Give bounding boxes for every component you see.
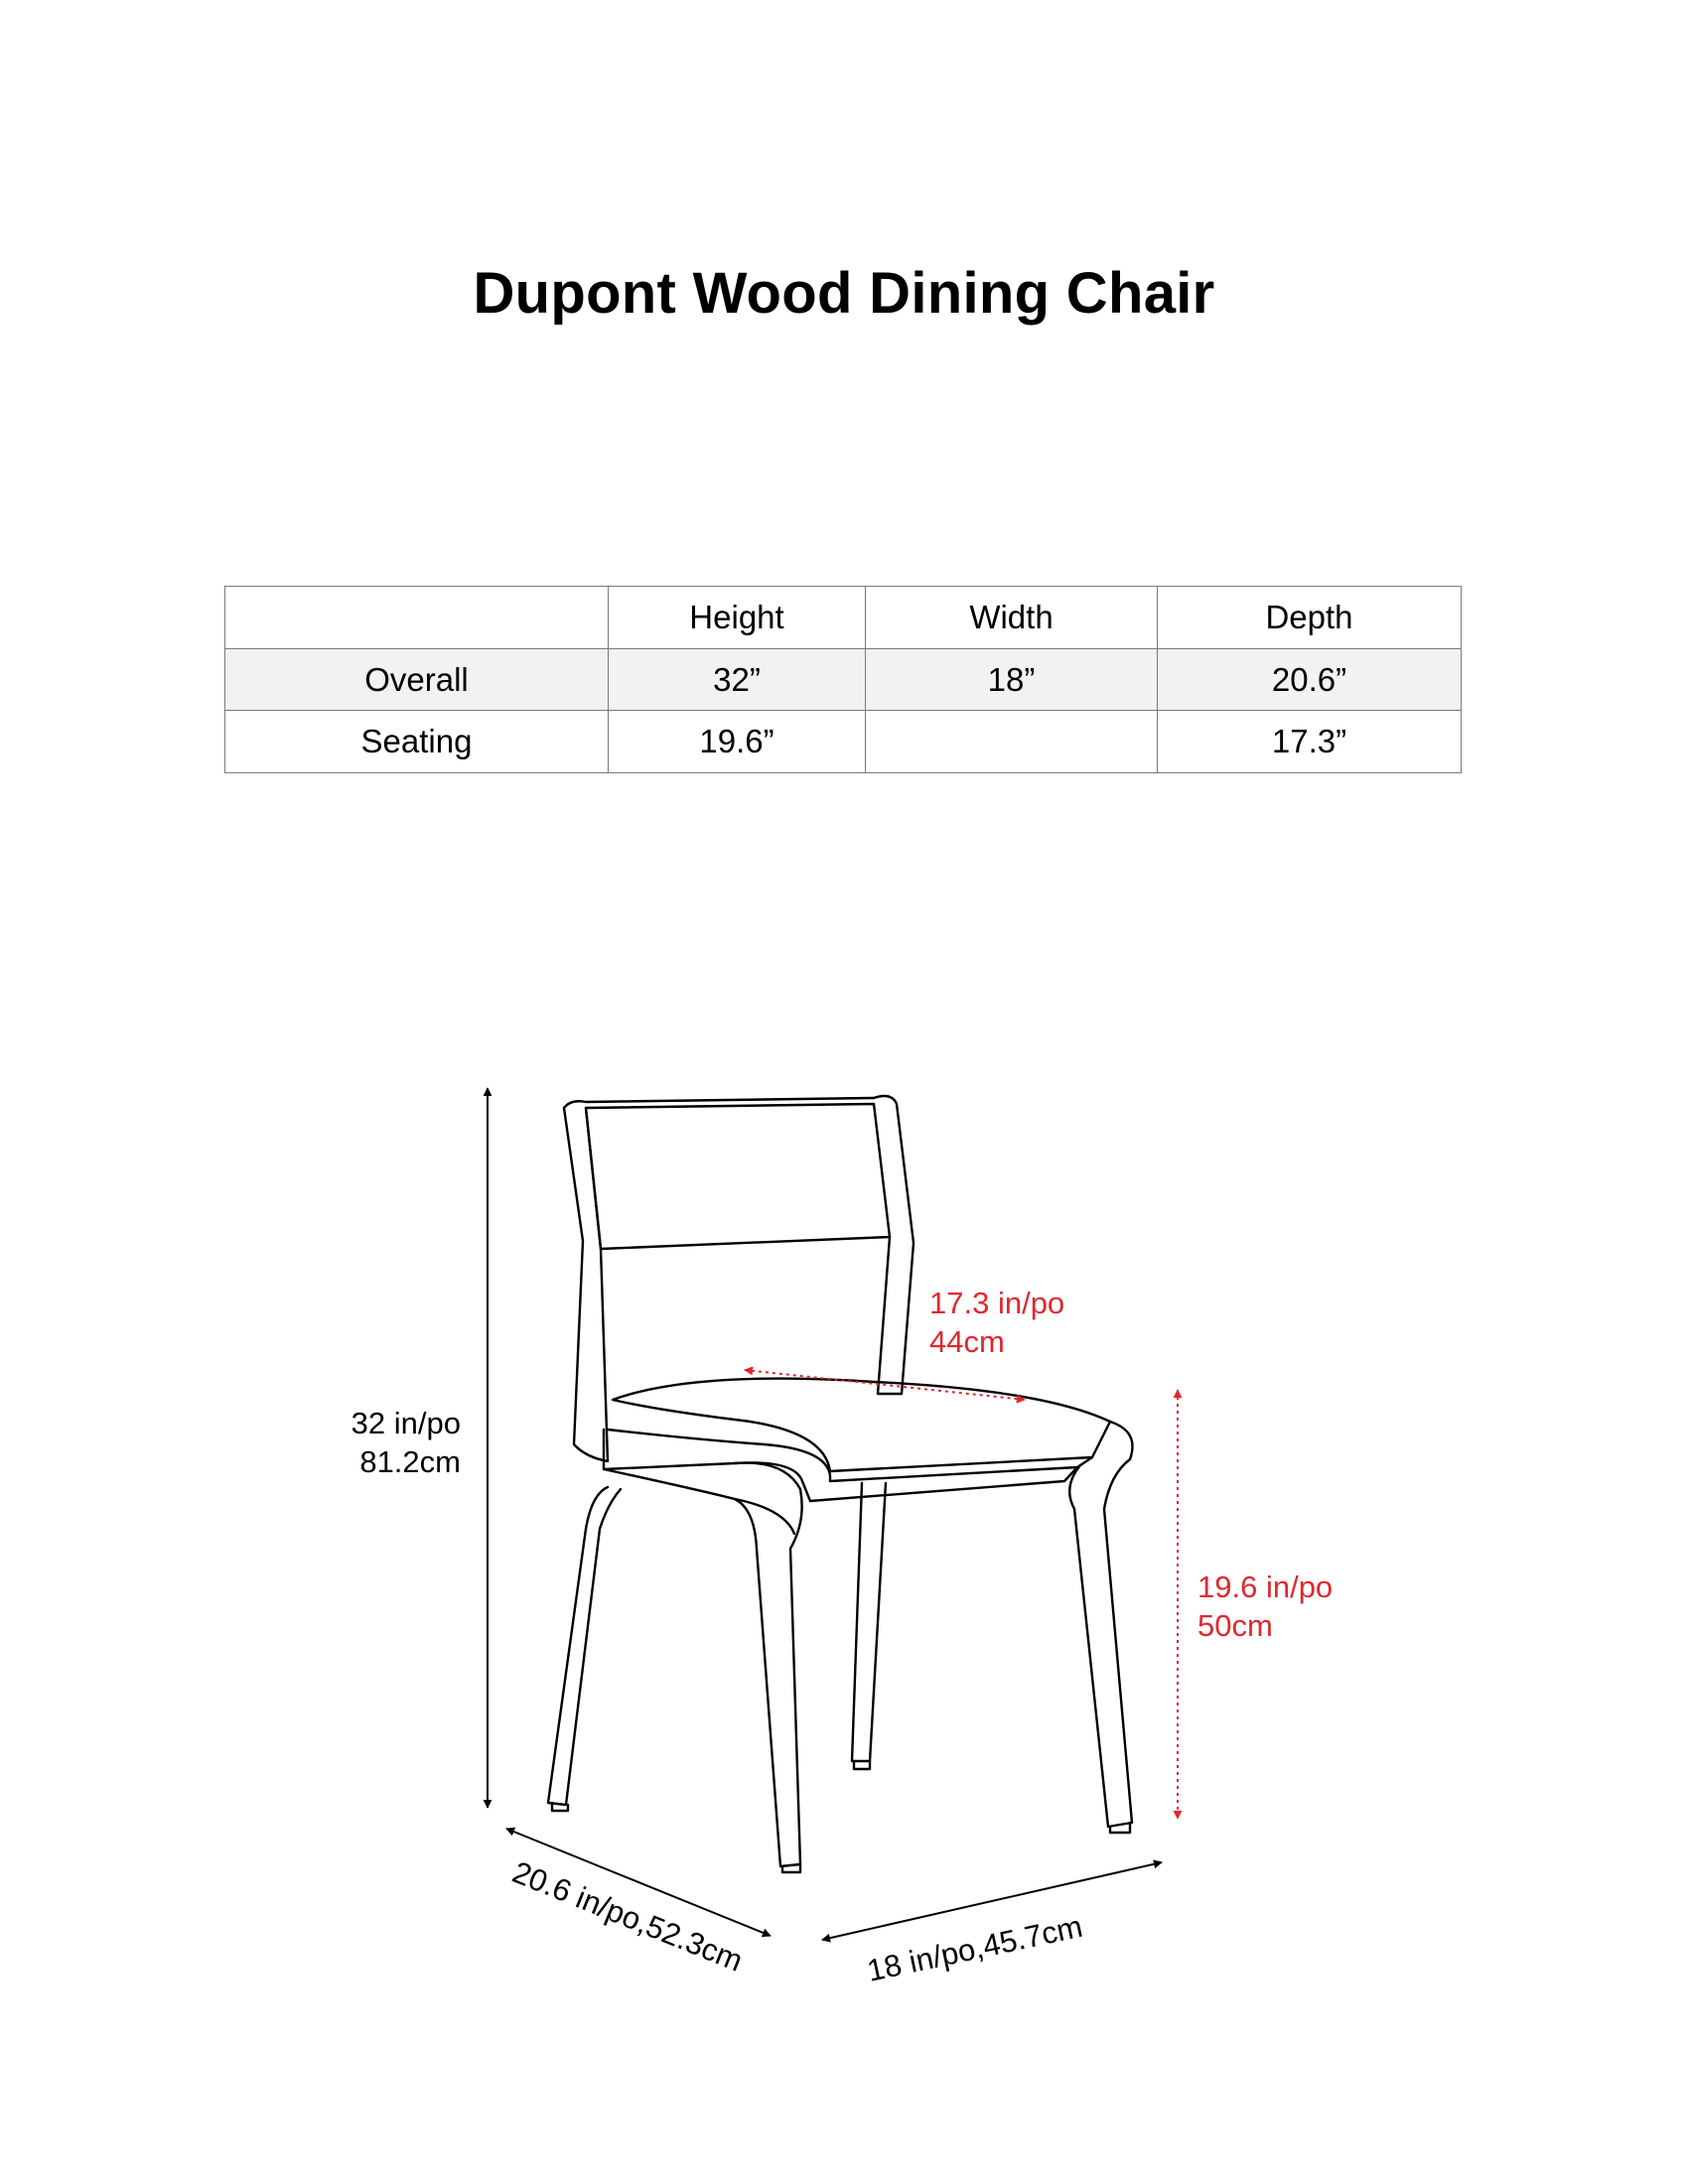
seat-depth-arrow xyxy=(745,1370,1025,1400)
overall-depth-cell: 20.6” xyxy=(1158,649,1462,711)
chair-back-left-leg xyxy=(548,1487,621,1805)
seat-depth-label-line2: 44cm xyxy=(929,1324,1005,1359)
overall-height-cell: 32” xyxy=(609,649,866,711)
overall-height-label-line2: 81.2cm xyxy=(359,1444,461,1479)
page-title: Dupont Wood Dining Chair xyxy=(473,261,1215,326)
table-header-height: Height xyxy=(609,587,866,649)
overall-depth-label: 20.6 in/po,52.3cm xyxy=(507,1854,748,1979)
overall-width-label: 18 in/po,45.7cm xyxy=(864,1908,1086,1988)
table-header-width: Width xyxy=(866,587,1158,649)
chair-side-rail xyxy=(604,1469,794,1534)
row-label-seating: Seating xyxy=(225,711,609,773)
table-header-depth: Depth xyxy=(1158,587,1462,649)
chair-seat-apron xyxy=(604,1430,1077,1501)
chair-illustration xyxy=(548,1096,1133,1872)
overall-width-cell: 18” xyxy=(866,649,1158,711)
seat-height-label-line1: 19.6 in/po xyxy=(1197,1570,1334,1604)
chair-seat-top xyxy=(613,1379,1110,1471)
chair-right-back-post xyxy=(874,1096,914,1394)
chair-left-back-post xyxy=(564,1108,608,1461)
seating-height-cell: 19.6” xyxy=(609,711,866,773)
chair-front-right-post xyxy=(1069,1422,1132,1827)
chair-back-right-leg xyxy=(852,1483,886,1761)
seat-height-label-line2: 50cm xyxy=(1197,1608,1273,1643)
chair-feet xyxy=(552,1761,1130,1872)
chair-seat-front xyxy=(608,1430,1092,1481)
row-label-overall: Overall xyxy=(225,649,609,711)
seating-depth-cell: 17.3” xyxy=(1158,711,1462,773)
overall-height-label-line1: 32 in/po xyxy=(351,1406,461,1440)
chair-backrest xyxy=(586,1104,890,1249)
seat-depth-label-line1: 17.3 in/po xyxy=(929,1286,1065,1320)
chair-front-left-post xyxy=(735,1463,802,1866)
